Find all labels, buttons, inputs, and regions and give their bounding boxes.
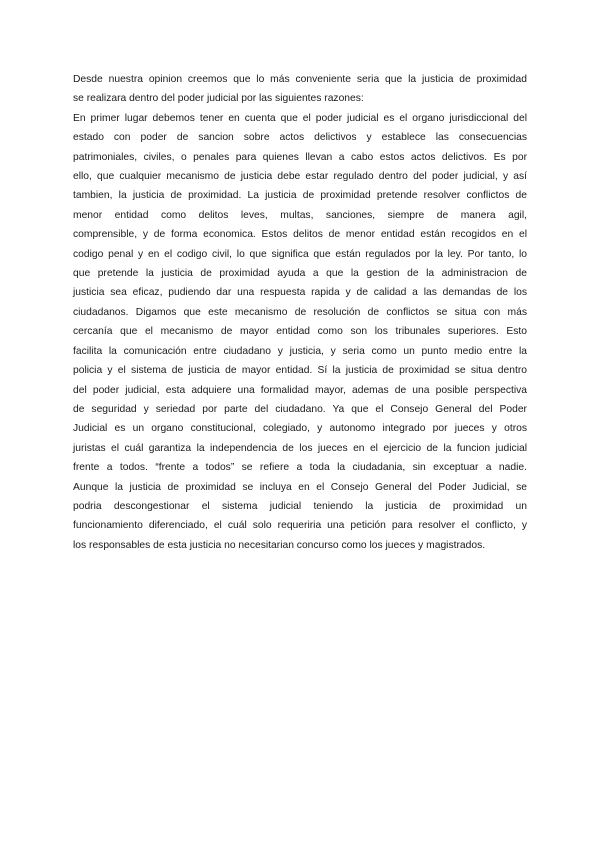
text-line: podria descongestionar el sistema judicial teniendo la justicia de proximidad un: [73, 500, 527, 512]
text-line: facilita la comunicación entre ciudadano y justicia, y seria como un punto medio entre la: [73, 345, 527, 357]
text-line: comprensible, y de forma economica. Estos delitos de menor entidad están recogidos en el: [73, 229, 527, 241]
text-line: los responsables de esta justicia no necesitarian concurso como los jueces y magistrados.: [73, 539, 486, 551]
text-line: del poder judicial, esta adquiere una formalidad mayor, ademas de una posible perspectiva: [73, 384, 527, 396]
text-line: que pretende la justicia de proximidad ayuda a que la gestion de la administracion de: [73, 268, 527, 280]
body-text: [73, 70, 527, 555]
text-line: codigo penal y en el codigo civil, lo que significa que están regulados por la ley. Por tanto, lo: [73, 248, 527, 260]
text-line: Desde nuestra opinion creemos que lo más conveniente seria que la justicia de proximidad: [73, 74, 527, 85]
text-line: menor entidad como delitos leves, multas, sanciones, siempre de manera agil,: [73, 209, 527, 221]
text-line: ciudadanos. Digamos que este mecanismo de resolución de conflictos se situa con más: [73, 306, 527, 318]
text-line: policia y el sistema de justicia de mayor entidad. Sí la justicia de proximidad se situa dentro: [73, 365, 527, 377]
text-line: Judicial es un organo constitucional, colegiado, y autonomo integrado por jueces y otros: [73, 423, 527, 435]
text-line: estado con poder de sancion sobre actos delictivos y establece las consecuencias: [73, 132, 527, 144]
text-line: cercanía que el mecanismo de mayor entidad como son los tribunales superiores. Esto: [73, 326, 527, 338]
text-line: se realizara dentro del poder judicial por las siguientes razones:: [73, 93, 364, 105]
text-line: frente a todos. “frente a todos” se refiere a toda la ciudadania, sin exceptuar a nadie.: [73, 462, 527, 474]
text-line: funcionamiento diferenciado, el cuál solo requeriria una petición para resolver el conflicto, y: [73, 520, 527, 532]
text-line: Aunque la justicia de proximidad se incluya en el Consejo General del Poder Judicial, se: [73, 481, 527, 493]
text-line: En primer lugar debemos tener en cuenta que el poder judicial es el organo jurisdiccional del: [73, 112, 527, 124]
text-line: ello, que cualquier mecanismo de justicia debe estar regulado dentro del poder judicial, y así: [73, 171, 527, 183]
text-line: patrimoniales, civiles, o penales para quienes llevan a cabo estos actos delictivos. Es por: [73, 151, 527, 163]
text-line: juristas el cuál garantiza la independencia de los jueces en el ejercicio de la funcion judicial: [73, 442, 527, 454]
text-line: justicia sea eficaz, pudiendo dar una respuesta rapida y de calidad a las demandas de los: [73, 287, 527, 299]
text-line: de seguridad y seriedad por parte del ciudadano. Ya que el Consejo General del Poder: [73, 403, 527, 415]
text-line: tambien, la justicia de proximidad. La justicia de proximidad pretende resolver conflictos de: [73, 190, 527, 202]
